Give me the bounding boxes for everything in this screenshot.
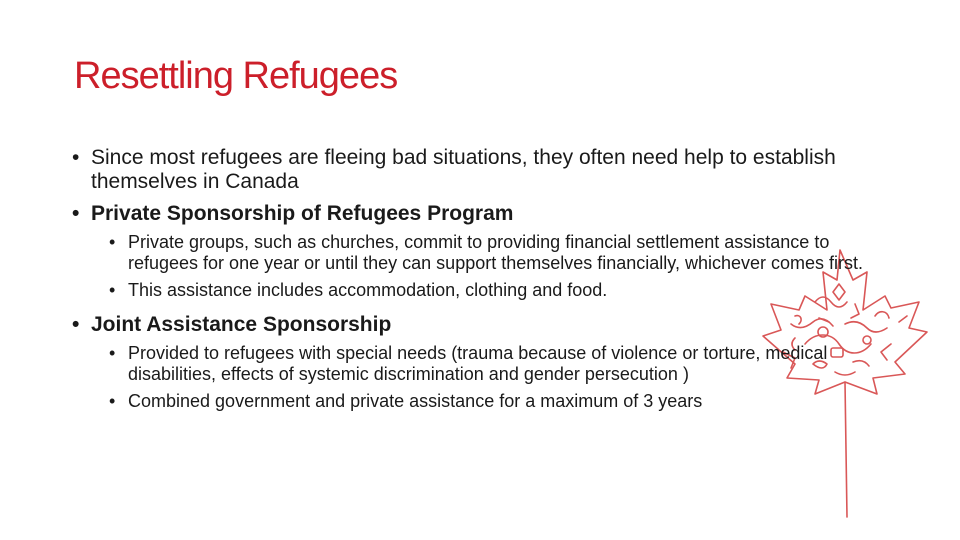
slide-title: Resettling Refugees [74,55,398,97]
sub-bullet-item: • Provided to refugees with special needs (trauma because of violence or torture, medical disabilities, effects of systemic discrimination and gender persecution ) [109,343,872,385]
sub-bullet-list [109,343,872,412]
sub-bullet-item: • Combined government and private assistance for a maximum of 3 years [109,391,872,412]
bullet-item: • Since most refugees are fleeing bad situations, they often need help to establish themselves in Canada [72,146,872,194]
bullet-list [72,146,872,424]
bullet-item: • Joint Assistance Sponsorship [72,313,872,337]
bullet-item: • Private Sponsorship of Refugees Program [72,202,872,226]
sub-bullet-item: • Private groups, such as churches, commit to providing financial settlement assistance to refugees for one year or until they can support themselves financially, whichever comes first. [109,232,872,274]
sub-bullet-list [109,232,872,301]
sub-bullet-item: • This assistance includes accommodation, clothing and food. [109,280,872,301]
